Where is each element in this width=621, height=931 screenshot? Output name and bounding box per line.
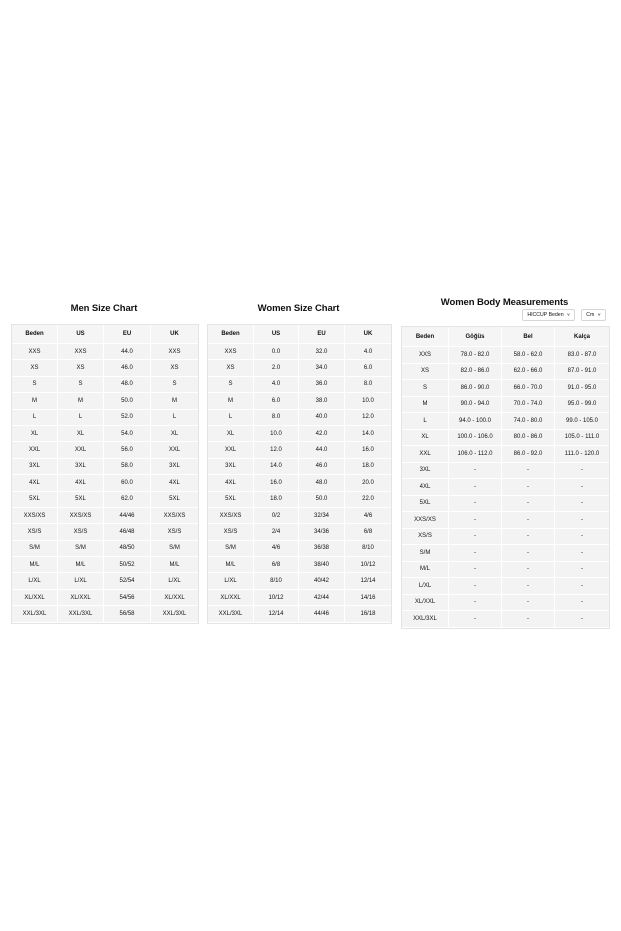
table-cell: - — [555, 463, 609, 480]
table-cell: XXS — [208, 344, 254, 360]
table-cell: XXS — [12, 344, 58, 360]
table-cell: XL/XXL — [12, 590, 58, 606]
table-cell: 0.0 — [254, 344, 299, 360]
table-cell: - — [502, 479, 555, 496]
table-cell: 4/6 — [345, 508, 391, 524]
table-cell: XS — [58, 360, 104, 376]
table-cell: 40/42 — [299, 573, 345, 589]
table-cell: 8.0 — [345, 377, 391, 393]
women-body-measurements — [401, 294, 608, 629]
table-cell: 8.0 — [254, 410, 299, 426]
table-cell: 5XL — [402, 496, 449, 513]
table-cell: XL — [151, 426, 198, 442]
table-cell: 52.0 — [104, 410, 151, 426]
men-table-body — [12, 344, 198, 623]
table-cell: - — [502, 512, 555, 529]
table-cell: 3XL — [58, 459, 104, 475]
table-cell: S/M — [151, 541, 198, 557]
table-row — [208, 492, 391, 508]
table-cell: XXS/XS — [58, 508, 104, 524]
table-cell: 54/56 — [104, 590, 151, 606]
table-cell: - — [555, 496, 609, 513]
table-row — [402, 562, 609, 579]
table-row — [12, 557, 198, 573]
table-row — [402, 595, 609, 612]
table-cell: 48.0 — [104, 377, 151, 393]
table-cell: 38.0 — [299, 393, 345, 409]
table-cell: 50/52 — [104, 557, 151, 573]
table-cell: XXL/3XL — [151, 606, 198, 622]
table-cell: XXS — [151, 344, 198, 360]
table-row — [402, 611, 609, 628]
column-header: Göğüs — [449, 327, 502, 347]
table-row — [402, 578, 609, 595]
table-cell: - — [555, 578, 609, 595]
table-row — [208, 524, 391, 540]
table-cell: 32.0 — [299, 344, 345, 360]
table-cell: 3XL — [12, 459, 58, 475]
table-cell: 74.0 - 80.0 — [502, 413, 555, 430]
table-cell: XL — [402, 430, 449, 447]
table-cell: - — [449, 562, 502, 579]
table-cell: - — [449, 496, 502, 513]
table-cell: 14.0 — [345, 426, 391, 442]
table-row — [402, 397, 609, 414]
table-cell: - — [502, 562, 555, 579]
table-cell: 4XL — [58, 475, 104, 491]
body-measurements-table — [401, 326, 610, 629]
table-cell: 100.0 - 106.0 — [449, 430, 502, 447]
table-row — [208, 344, 391, 360]
table-header-row — [208, 325, 391, 344]
table-cell: 4XL — [402, 479, 449, 496]
table-cell: L/XL — [12, 573, 58, 589]
table-cell: L — [12, 410, 58, 426]
table-cell: 48.0 — [299, 475, 345, 491]
column-header: US — [254, 325, 299, 344]
table-row — [208, 393, 391, 409]
table-row — [208, 377, 391, 393]
table-cell: XXL/3XL — [58, 606, 104, 622]
table-row — [208, 360, 391, 376]
table-cell: S — [402, 380, 449, 397]
table-cell: 46.0 — [299, 459, 345, 475]
table-cell: XXL/3XL — [402, 611, 449, 628]
table-cell: XS/S — [402, 529, 449, 546]
table-cell: 16/18 — [345, 606, 391, 622]
table-cell: 106.0 - 112.0 — [449, 446, 502, 463]
table-cell: S — [12, 377, 58, 393]
table-row — [402, 496, 609, 513]
table-cell: - — [449, 545, 502, 562]
table-cell: - — [555, 562, 609, 579]
table-row — [12, 377, 198, 393]
table-cell: 83.0 - 87.0 — [555, 347, 609, 364]
body-table-body — [402, 347, 609, 628]
table-cell: 18.0 — [345, 459, 391, 475]
women-size-chart — [207, 294, 390, 624]
table-row — [402, 413, 609, 430]
table-cell: - — [502, 529, 555, 546]
table-cell: M — [402, 397, 449, 414]
table-cell: 5XL — [151, 492, 198, 508]
table-row — [12, 541, 198, 557]
table-cell: 50.0 — [299, 492, 345, 508]
table-row — [402, 446, 609, 463]
table-cell: 95.0 - 99.0 — [555, 397, 609, 414]
table-cell: XXS — [58, 344, 104, 360]
table-cell: - — [502, 463, 555, 480]
table-cell: 5XL — [12, 492, 58, 508]
table-row — [402, 479, 609, 496]
table-cell: XXL — [12, 442, 58, 458]
column-header: Kalça — [555, 327, 609, 347]
table-cell: 8/10 — [254, 573, 299, 589]
table-cell: 44/46 — [104, 508, 151, 524]
table-cell: 0/2 — [254, 508, 299, 524]
table-cell: - — [555, 595, 609, 612]
table-cell: 40.0 — [299, 410, 345, 426]
table-row — [402, 529, 609, 546]
table-row — [208, 508, 391, 524]
table-cell: XS/S — [208, 524, 254, 540]
table-cell: 48/50 — [104, 541, 151, 557]
table-header-row — [402, 327, 609, 347]
table-cell: 5XL — [58, 492, 104, 508]
table-row — [12, 442, 198, 458]
table-cell: 12.0 — [254, 442, 299, 458]
table-cell: - — [502, 595, 555, 612]
table-cell: 56/58 — [104, 606, 151, 622]
table-cell: 14.0 — [254, 459, 299, 475]
table-cell: 6.0 — [254, 393, 299, 409]
table-cell: XL/XXL — [402, 595, 449, 612]
table-row — [12, 573, 198, 589]
table-cell: M/L — [151, 557, 198, 573]
table-row — [12, 360, 198, 376]
table-cell: XL — [58, 426, 104, 442]
table-cell: 94.0 - 100.0 — [449, 413, 502, 430]
table-cell: XL — [208, 426, 254, 442]
column-header: Bel — [502, 327, 555, 347]
table-cell: XXL — [58, 442, 104, 458]
table-cell: - — [555, 545, 609, 562]
table-cell: M — [208, 393, 254, 409]
table-row — [402, 545, 609, 562]
table-row — [208, 426, 391, 442]
table-cell: 16.0 — [345, 442, 391, 458]
table-cell: 44.0 — [104, 344, 151, 360]
column-header: EU — [104, 325, 151, 344]
column-header: UK — [345, 325, 391, 344]
table-cell: 6/8 — [345, 524, 391, 540]
table-cell: 66.0 - 70.0 — [502, 380, 555, 397]
table-cell: XXS/XS — [402, 512, 449, 529]
table-cell: 34.0 — [299, 360, 345, 376]
table-cell: M/L — [208, 557, 254, 573]
table-cell: XS — [208, 360, 254, 376]
table-cell: L/XL — [402, 578, 449, 595]
table-row — [12, 344, 198, 360]
table-cell: 86.0 - 90.0 — [449, 380, 502, 397]
table-cell: 54.0 — [104, 426, 151, 442]
column-header: EU — [299, 325, 345, 344]
table-cell: S/M — [12, 541, 58, 557]
table-cell: 87.0 - 91.0 — [555, 364, 609, 381]
table-row — [12, 524, 198, 540]
table-cell: 86.0 - 92.0 — [502, 446, 555, 463]
table-cell: S — [58, 377, 104, 393]
brand-size-select-value: HICCUP Beden — [527, 312, 564, 318]
table-cell: XS/S — [58, 524, 104, 540]
table-cell: 91.0 - 95.0 — [555, 380, 609, 397]
table-cell: XS — [402, 364, 449, 381]
table-cell: 44/46 — [299, 606, 345, 622]
table-cell: 70.0 - 74.0 — [502, 397, 555, 414]
table-cell: 12.0 — [345, 410, 391, 426]
table-cell: - — [555, 611, 609, 628]
table-cell: S — [208, 377, 254, 393]
chevron-down-icon: ∨ — [566, 312, 571, 318]
table-cell: 4.0 — [254, 377, 299, 393]
table-row — [208, 557, 391, 573]
table-cell: 10/12 — [254, 590, 299, 606]
table-cell: M — [151, 393, 198, 409]
table-cell: 42.0 — [299, 426, 345, 442]
table-cell: S/M — [58, 541, 104, 557]
table-cell: 99.0 - 105.0 — [555, 413, 609, 430]
table-cell: 3XL — [208, 459, 254, 475]
table-cell: XXS/XS — [12, 508, 58, 524]
table-row — [12, 606, 198, 622]
table-cell: 34/36 — [299, 524, 345, 540]
unit-select[interactable] — [581, 309, 606, 321]
table-cell: 58.0 - 62.0 — [502, 347, 555, 364]
measurement-filters — [401, 308, 608, 322]
table-cell: 4/6 — [254, 541, 299, 557]
table-cell: 6.0 — [345, 360, 391, 376]
table-cell: 78.0 - 82.0 — [449, 347, 502, 364]
men-size-chart — [11, 294, 197, 624]
table-cell: S — [151, 377, 198, 393]
table-cell: - — [502, 611, 555, 628]
table-cell: S/M — [208, 541, 254, 557]
table-cell: 111.0 - 120.0 — [555, 446, 609, 463]
table-cell: 80.0 - 86.0 — [502, 430, 555, 447]
table-cell: - — [502, 545, 555, 562]
table-cell: XS — [12, 360, 58, 376]
table-cell: 4XL — [208, 475, 254, 491]
table-row — [208, 541, 391, 557]
table-cell: 62.0 — [104, 492, 151, 508]
table-cell: - — [449, 479, 502, 496]
table-cell: - — [449, 529, 502, 546]
table-cell: 50.0 — [104, 393, 151, 409]
table-cell: 90.0 - 94.0 — [449, 397, 502, 414]
table-cell: M/L — [58, 557, 104, 573]
table-cell: L/XL — [58, 573, 104, 589]
table-cell: - — [555, 512, 609, 529]
table-cell: - — [449, 463, 502, 480]
table-cell: 10.0 — [254, 426, 299, 442]
table-row — [402, 364, 609, 381]
table-cell: M/L — [402, 562, 449, 579]
table-cell: - — [502, 578, 555, 595]
table-cell: 58.0 — [104, 459, 151, 475]
table-row — [208, 459, 391, 475]
table-cell: 4XL — [12, 475, 58, 491]
table-cell: XS/S — [12, 524, 58, 540]
table-cell: XXL — [151, 442, 198, 458]
table-row — [402, 512, 609, 529]
column-header: US — [58, 325, 104, 344]
table-cell: XL/XXL — [151, 590, 198, 606]
table-cell: - — [449, 611, 502, 628]
women-size-chart-title: Women Size Chart — [257, 303, 340, 314]
women-table-body — [208, 344, 391, 623]
table-cell: L/XL — [208, 573, 254, 589]
table-row — [402, 430, 609, 447]
table-row — [208, 410, 391, 426]
table-row — [402, 347, 609, 364]
unit-select-value: Cm — [586, 312, 595, 318]
table-row — [402, 463, 609, 480]
table-row — [12, 590, 198, 606]
table-cell: 22.0 — [345, 492, 391, 508]
column-header: UK — [151, 325, 198, 344]
table-cell: 6/8 — [254, 557, 299, 573]
table-cell: 56.0 — [104, 442, 151, 458]
table-cell: - — [555, 529, 609, 546]
table-row — [208, 606, 391, 622]
column-header: Beden — [12, 325, 58, 344]
table-cell: XS — [151, 360, 198, 376]
table-cell: L — [58, 410, 104, 426]
chevron-down-icon: ∨ — [597, 312, 601, 318]
body-measurements-title: Women Body Measurements — [440, 297, 569, 308]
table-cell: M — [12, 393, 58, 409]
table-cell: 36.0 — [299, 377, 345, 393]
table-cell: 10/12 — [345, 557, 391, 573]
table-cell: - — [555, 479, 609, 496]
table-cell: S/M — [402, 545, 449, 562]
table-row — [12, 459, 198, 475]
table-cell: 18.0 — [254, 492, 299, 508]
table-cell: 12/14 — [345, 573, 391, 589]
table-cell: XXL — [208, 442, 254, 458]
table-row — [12, 492, 198, 508]
table-cell: - — [449, 512, 502, 529]
table-cell: XXS/XS — [208, 508, 254, 524]
table-row — [12, 410, 198, 426]
table-cell: XS/S — [151, 524, 198, 540]
table-cell: 20.0 — [345, 475, 391, 491]
table-cell: 14/16 — [345, 590, 391, 606]
table-row — [12, 393, 198, 409]
table-cell: XXL/3XL — [208, 606, 254, 622]
table-header-row — [12, 325, 198, 344]
table-cell: L/XL — [151, 573, 198, 589]
table-cell: 12/14 — [254, 606, 299, 622]
table-cell: L — [402, 413, 449, 430]
table-cell: 38/40 — [299, 557, 345, 573]
table-row — [12, 426, 198, 442]
table-cell: 42/44 — [299, 590, 345, 606]
table-cell: - — [449, 578, 502, 595]
column-header: Beden — [402, 327, 449, 347]
table-cell: XL/XXL — [58, 590, 104, 606]
table-cell: 32/34 — [299, 508, 345, 524]
men-size-table — [11, 324, 199, 624]
table-row — [208, 475, 391, 491]
table-cell: 60.0 — [104, 475, 151, 491]
table-cell: 8/10 — [345, 541, 391, 557]
table-cell: 44.0 — [299, 442, 345, 458]
table-cell: 5XL — [208, 492, 254, 508]
table-cell: 2.0 — [254, 360, 299, 376]
table-cell: 3XL — [402, 463, 449, 480]
table-row — [208, 590, 391, 606]
table-row — [402, 380, 609, 397]
table-cell: 52/54 — [104, 573, 151, 589]
men-size-chart-title: Men Size Chart — [70, 303, 138, 314]
table-cell: - — [502, 496, 555, 513]
table-cell: L — [151, 410, 198, 426]
table-row — [208, 573, 391, 589]
table-cell: 10.0 — [345, 393, 391, 409]
table-cell: 46/48 — [104, 524, 151, 540]
table-row — [208, 442, 391, 458]
table-cell: 36/38 — [299, 541, 345, 557]
table-cell: 3XL — [151, 459, 198, 475]
column-header: Beden — [208, 325, 254, 344]
table-cell: XXS/XS — [151, 508, 198, 524]
table-row — [12, 475, 198, 491]
table-cell: 62.0 - 66.0 — [502, 364, 555, 381]
table-cell: XL — [12, 426, 58, 442]
table-cell: 4XL — [151, 475, 198, 491]
table-cell: L — [208, 410, 254, 426]
women-size-table — [207, 324, 392, 624]
table-cell: 82.0 - 86.0 — [449, 364, 502, 381]
table-row — [12, 508, 198, 524]
table-cell: XXL — [402, 446, 449, 463]
table-cell: 16.0 — [254, 475, 299, 491]
table-cell: M — [58, 393, 104, 409]
table-cell: 2/4 — [254, 524, 299, 540]
table-cell: 46.0 — [104, 360, 151, 376]
table-cell: XL/XXL — [208, 590, 254, 606]
table-cell: - — [449, 595, 502, 612]
brand-size-select[interactable] — [522, 309, 575, 321]
table-cell: 4.0 — [345, 344, 391, 360]
table-cell: M/L — [12, 557, 58, 573]
table-cell: XXL/3XL — [12, 606, 58, 622]
table-cell: 105.0 - 111.0 — [555, 430, 609, 447]
table-cell: XXS — [402, 347, 449, 364]
